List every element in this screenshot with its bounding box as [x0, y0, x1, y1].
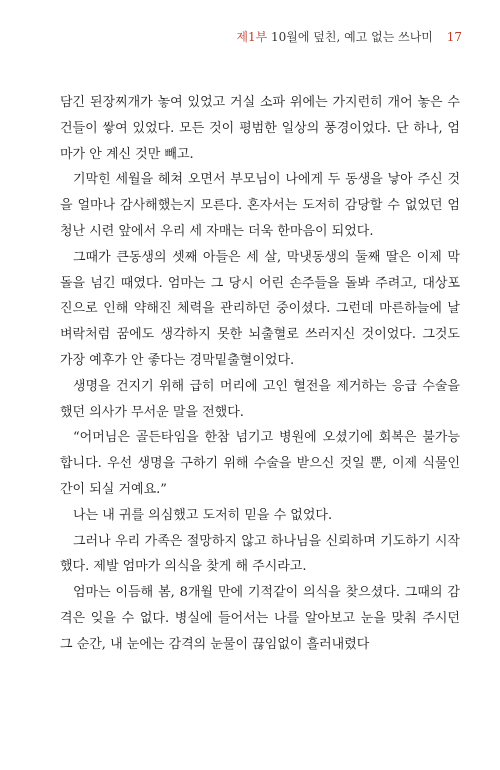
paragraph: 그때가 큰동생의 셋째 아들은 세 살, 막냇동생의 둘째 딸은 이제 막 돌을 넘긴 때였다. 엄마는 그 당시 어린 손주들을 돌봐 주려고, 대상포진으로 인해 약해진 체력을 관리하던 중이셨다. 그런데 마른하늘에 날벼락처럼 꿈에도 생각하지 못한 뇌출혈로 쓰러지신 것이었다. 그것도 가장 예후가 안 좋다는 경막밑출혈이었다. — [60, 249, 460, 368]
paragraph: 엄마는 이듬해 봄, 8개월 만에 기적같이 의식을 찾으셨다. 그때의 감격은 잊을 수 없다. 병실에 들어서는 나를 알아보고 눈을 맞춰 주시던 그 순간, 내 눈에는 감격의 눈물이 끊임없이 흘러내렸다 — [60, 585, 460, 652]
part-label: 제1부 — [236, 30, 268, 44]
paragraph: “어머님은 골든타임을 한참 넘기고 병원에 오셨기에 회복은 불가능합니다. 우선 생명을 구하기 위해 수술을 받으신 것일 뿐, 이제 식물인간이 되실 거예요.” — [60, 430, 460, 497]
page-number: 17 — [446, 30, 462, 44]
chapter-title: 10월에 덮친, 예고 없는 쓰나미 — [271, 30, 433, 44]
paragraph: 기막힌 세월을 헤쳐 오면서 부모님이 나에게 두 동생을 낳아 주신 것을 얼마나 감사해했는지 모른다. 혼자서는 도저히 감당할 수 없었던 엄청난 시련 앞에서 우리 세 자매는 더욱 한마음이 되었다. — [60, 172, 460, 239]
paragraph: 담긴 된장찌개가 놓여 있었고 거실 소파 위에는 가지런히 개어 놓은 수건들이 쌓여 있었다. 모든 것이 평범한 일상의 풍경이었다. 단 하나, 엄마가 안 계신 것만 빼고. — [60, 95, 460, 162]
paragraph: 그러나 우리 가족은 절망하지 않고 하나님을 신뢰하며 기도하기 시작했다. 제발 엄마가 의식을 찾게 해 주시라고. — [60, 533, 460, 575]
body-text — [60, 90, 460, 658]
running-header — [236, 29, 462, 45]
paragraph: 생명을 건지기 위해 급히 머리에 고인 혈전을 제거하는 응급 수술을 했던 의사가 무서운 말을 전했다. — [60, 378, 460, 420]
paragraph: 나는 내 귀를 의심했고 도저히 믿을 수 없었다. — [73, 507, 333, 523]
